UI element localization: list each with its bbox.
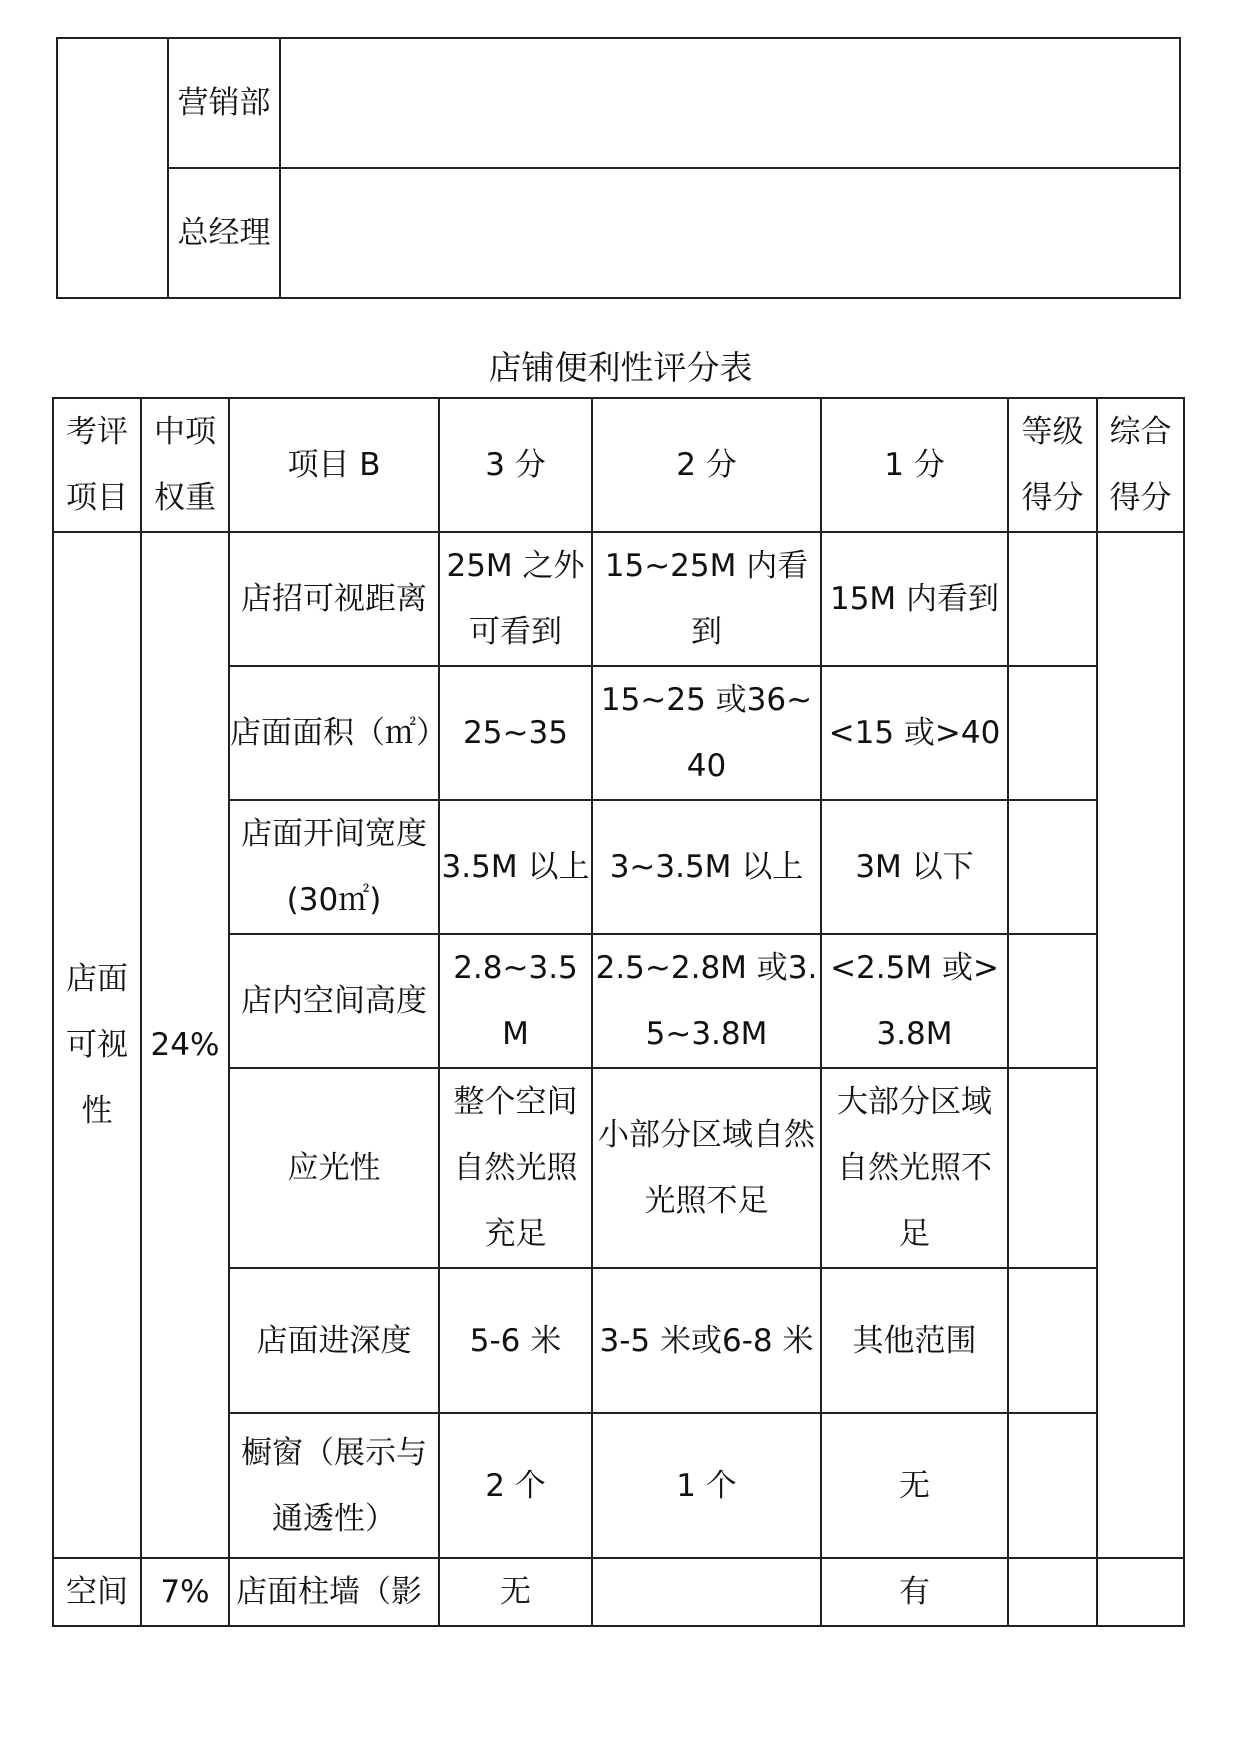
score3-cell: 2 个 [439,1413,592,1558]
grade-cell[interactable] [1008,1268,1097,1413]
approval-label-marketing: 营销部 [168,38,280,168]
grade-cell[interactable] [1008,532,1097,666]
group1-category: 店面可视性 [53,532,141,1558]
header-score2: 2 分 [592,398,821,532]
header-total: 综合得分 [1097,398,1184,532]
item-cell: 应光性 [229,1068,439,1268]
score2-cell: 2.5~2.8M 或3.5~3.8M [592,934,821,1068]
group2-weight: 7% [141,1558,229,1626]
header-category: 考评项目 [53,398,141,532]
item-cell: 店面柱墙（影 [229,1558,439,1626]
group2-total-cell[interactable] [1097,1558,1184,1626]
header-weight: 中项权重 [141,398,229,532]
score2-cell: 小部分区域自然光照不足 [592,1068,821,1268]
item-cell: 店内空间高度 [229,934,439,1068]
score2-cell: 3-5 米或6-8 米 [592,1268,821,1413]
score3-cell: 整个空间自然光照充足 [439,1068,592,1268]
grade-cell[interactable] [1008,800,1097,934]
score2-cell [592,1558,821,1626]
header-grade: 等级得分 [1008,398,1097,532]
score2-cell: 15~25M 内看到 [592,532,821,666]
score1-cell: 其他范围 [821,1268,1008,1413]
grade-cell[interactable] [1008,1068,1097,1268]
score3-cell: 2.8~3.5M [439,934,592,1068]
score1-cell: <15 或>40 [821,666,1008,800]
approval-label-gm: 总经理 [168,168,280,298]
approval-blank-cell [57,38,168,298]
score1-cell: <2.5M 或>3.8M [821,934,1008,1068]
score2-cell: 15~25 或36~40 [592,666,821,800]
item-cell: 店面面积（㎡） [229,666,439,800]
score3-cell: 25M 之外可看到 [439,532,592,666]
header-score1: 1 分 [821,398,1008,532]
score2-cell: 1 个 [592,1413,821,1558]
table-row [53,1558,1184,1626]
approval-row [57,38,1180,168]
score3-cell: 无 [439,1558,592,1626]
score1-cell: 有 [821,1558,1008,1626]
score1-cell: 大部分区域自然光照不足 [821,1068,1008,1268]
group1-weight: 24% [141,532,229,1558]
header-score3: 3 分 [439,398,592,532]
score-table-title: 店铺便利性评分表 [488,348,753,387]
header-item: 项目 B [229,398,439,532]
header-row [53,398,1184,532]
item-cell: 橱窗（展示与通透性） [229,1413,439,1558]
score1-cell: 无 [821,1413,1008,1558]
score3-cell: 5-6 米 [439,1268,592,1413]
score2-cell: 3~3.5M 以上 [592,800,821,934]
approval-row [57,168,1180,298]
score1-cell: 3M 以下 [821,800,1008,934]
score1-cell: 15M 内看到 [821,532,1008,666]
group2-category: 空间 [53,1558,141,1626]
item-cell: 店面开间宽度(30㎡) [229,800,439,934]
table-row [53,532,1184,666]
grade-cell[interactable] [1008,666,1097,800]
score-table [52,397,1185,1627]
grade-cell[interactable] [1008,1413,1097,1558]
group1-total-cell[interactable] [1097,532,1184,1558]
item-cell: 店面进深度 [229,1268,439,1413]
approval-value-gm[interactable] [280,168,1180,298]
approval-table [56,37,1181,299]
approval-value-marketing[interactable] [280,38,1180,168]
grade-cell[interactable] [1008,1558,1097,1626]
score3-cell: 3.5M 以上 [439,800,592,934]
item-cell: 店招可视距离 [229,532,439,666]
score3-cell: 25~35 [439,666,592,800]
grade-cell[interactable] [1008,934,1097,1068]
